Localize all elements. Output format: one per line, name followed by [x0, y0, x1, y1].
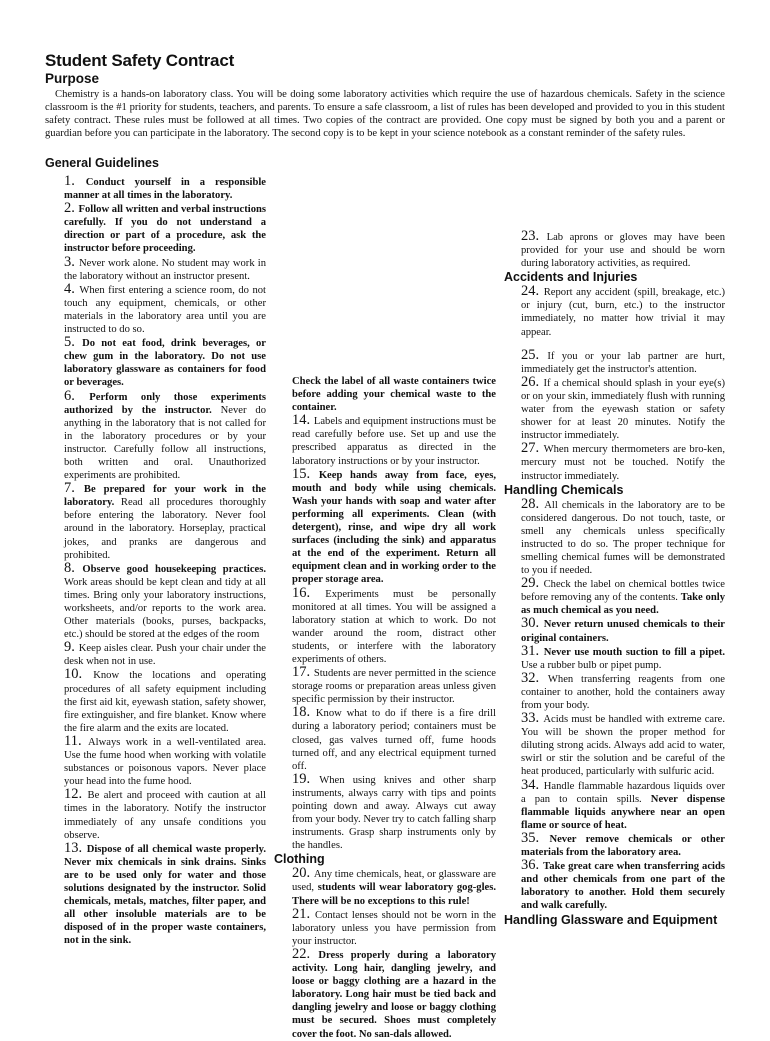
rule-16	[290, 584, 497, 667]
rule-number: 36.	[521, 857, 540, 874]
rule-number: 20.	[292, 865, 311, 882]
rule-bold-text: Dispose of all chemical waste properly. Never mix chemicals in sink drains. Sinks are to be used only for water and those solutions designated by the instructor. Solid chemicals, metals, matches, filter paper, and all other insoluble materials are to be disposed of in the proper waste containers, not in the sink.	[64, 843, 267, 947]
rule-number: 5.	[64, 334, 75, 351]
rule-number: 13.	[64, 839, 83, 856]
rule-text: Students are never permitted in the science storage rooms or preparation areas unless given specific permission by their instructor.	[292, 668, 497, 706]
rule-29	[503, 577, 725, 617]
rule-11	[47, 732, 266, 788]
rule-bold-text: Conduct yourself in a responsible manner at all times in the laboratory.	[64, 177, 266, 202]
rule-text: If you or your lab partner are hurt, immediately get the instructor's attention.	[521, 350, 726, 375]
rule-23	[503, 230, 725, 270]
rule-text: Lab aprons or gloves may have been provided for your use and should be worn during laboratory activities, as required.	[521, 232, 726, 270]
rule-8	[47, 559, 267, 642]
rule-4	[47, 280, 266, 336]
rule-text: Read all procedures thoroughly before entering the laboratory. Never fool around in the laboratory. Horseplay, practical jokes, and pranks are dangerous and prohibited.	[64, 497, 266, 561]
rule-text: Work areas should be kept clean and tidy at all times. Bring only your laboratory instructions, worksheets, and/or reports to the work area. Other materials (books, purses, backpacks, etc.) should be stored at the edges of the room	[64, 576, 266, 641]
rule-text: When mercury thermometers are bro-ken, mercury must not be touched. Notify the instructor immediately.	[521, 444, 725, 482]
rule-5	[47, 336, 266, 389]
column-1	[47, 156, 266, 947]
rule-number: 22.	[292, 945, 311, 962]
rule-number: 21.	[292, 905, 311, 922]
rule-number: 7.	[64, 480, 75, 497]
rule-number: 16.	[292, 584, 311, 601]
rule-34	[503, 776, 725, 832]
rule-text: Labels and equipment instructions must be read carefully before use. Set up and use the prescribed apparatus as directed in the laboratory instructions or by your instructor.	[292, 416, 496, 467]
rule-number: 8.	[64, 559, 75, 576]
section-heading-chemicals: Handling Chemicals	[504, 482, 624, 497]
rule-text: All chemicals in the laboratory are to be considered dangerous. Do not touch, taste, or smell any chemicals unless specifically instructed to do so. The proper technique for smelling chemical fumes will be demonstrated to you if needed.	[521, 499, 725, 577]
rule-number: 31.	[521, 642, 540, 659]
rule-text: If a chemical should splash in your eye(s) or on your skin, immediately flush with running water from the eyewash station or safety shower for at least 20 minutes. Notify the instructor immediately.	[521, 377, 725, 442]
rule-9	[47, 641, 266, 668]
rule-bold-text: Perform only those experiments authorized by the instructor.	[64, 391, 266, 416]
rule-number: 26.	[521, 373, 540, 390]
rule-number: 27.	[521, 440, 540, 457]
rule-text: Never do anything in the laboratory that is not called for in the laboratory procedures or by your instructor. Carefully follow all instructions, both written and oral. Unauthorized experiments are prohibited.	[64, 404, 266, 482]
rule-number: 3.	[64, 253, 75, 270]
rule-24	[503, 285, 725, 338]
section-heading-general: General Guidelines	[45, 156, 159, 170]
rule-22	[290, 945, 497, 1041]
rule-20	[290, 867, 496, 907]
rule-32	[503, 669, 725, 712]
rule-text: Never work alone. No student may work in the laboratory without an instructor present.	[64, 257, 266, 282]
section-heading-clothing: Clothing	[274, 852, 325, 867]
rule-bold-text: Never remove chemicals or other materials from the laboratory area.	[521, 833, 725, 859]
rule-bold-text: students will wear laboratory gog-gles. There will be no exceptions to this rule!	[292, 882, 497, 907]
rule-number: 19.	[292, 770, 311, 787]
rule-number: 35.	[521, 829, 540, 846]
rule-33	[503, 712, 725, 778]
rule-19	[290, 770, 496, 853]
rule-number: 18.	[292, 704, 311, 721]
rule-10	[47, 668, 266, 734]
rule-21	[290, 905, 496, 948]
rule-number: 32.	[521, 669, 540, 686]
rule-text: Experiments must be personally monitored at all times. You will be assigned a laboratory station at which to work. Do not wander around the room, distract other students, or interfere with the laboratory experiments of others.	[292, 588, 497, 665]
rule-text: Always work in a well-ventilated area. Use the fume hood when working with volatile substances or poisonous vapors. Never place your head into the fume hood.	[64, 736, 266, 788]
rule-bold-text: Never use mouth suction to fill a pipet.	[543, 646, 725, 658]
rule-number: 15.	[292, 465, 311, 482]
rule-bold-text: Keep hands away from face, eyes, mouth and body while using chemicals. Wash your hands with soap and water after performing all experiments. Clean (with detergent), rinse, and wipe dry all work surfaces (including the sink) and apparatus at the end of the experiment. Return all equipment clean and in working order to the proper storage area.	[292, 469, 496, 586]
rule-number: 29.	[521, 575, 540, 592]
rule-12	[47, 788, 266, 841]
rule-number: 34.	[521, 776, 540, 793]
purpose-paragraph: Chemistry is a hands-on laboratory class. You will be doing some laboratory activities which require the use of hazardous chemicals. Safety in the science classroom is the #1 priority for students, teachers, and parents. To ensure a safe classroom, a list of rules has been developed and provided to you in this student safety contract. These rules must be followed at all times. Two copies of the contract are provided. One copy must be signed by both you and a parent or guardian before you can participate in the laboratory. The second copy is to be kept in your science notebook as a constant reminder of the safety rules.	[45, 89, 725, 140]
rule-bold-text: Never dispense flammable liquids anywhere near an open flame or source of heat.	[521, 793, 725, 831]
rule-text: Check the label on chemical bottles twice before removing any of the contents.	[521, 579, 726, 604]
rule-bold-text: Be prepared for your work in the laboratory.	[64, 484, 266, 509]
rule-35	[503, 829, 725, 859]
rule-number: 24.	[521, 283, 540, 300]
rule-1	[47, 175, 266, 202]
rule-bold-text: Take only as much chemical as you need.	[521, 592, 725, 617]
column-3	[503, 152, 725, 928]
rule-bold-text: Follow all written and verbal instructions carefully. If you do not understand a direction or part of a procedure, ask the instructor before proceeding.	[64, 204, 267, 255]
section-heading-accidents: Accidents and Injuries	[504, 270, 638, 285]
rule-number: 4.	[64, 280, 75, 297]
rule-bold-text: Dress properly during a laboratory activity. Long hair, dangling jewelry, and loose or baggy clothing are a hazard in the laboratory. Long hair must be tied back and dangling jewelry and loose or baggy clothing must be secured. Shoes must completely cover the foot. No san-dals allowed.	[292, 949, 497, 1040]
rule-14	[290, 414, 496, 467]
rule-number: 1.	[64, 173, 75, 189]
rule-bold-text: Observe good housekeeping practices.	[82, 563, 267, 575]
rule-25	[503, 346, 726, 376]
rule-text: Keep aisles clear. Push your chair under the desk when not in use.	[64, 643, 266, 668]
rule-13-waste-check: Check the label of all waste containers twice before adding your chemical waste to the container.	[292, 376, 496, 414]
rule-number: 6.	[64, 387, 75, 404]
rule-7	[47, 482, 266, 562]
rule-number: 10.	[64, 666, 83, 683]
rule-text: Contact lenses should not be worn in the laboratory unless you have permission from your instructor.	[292, 909, 496, 947]
rule-number: 11.	[64, 732, 82, 749]
rule-31	[503, 642, 725, 672]
rule-26	[503, 373, 725, 442]
rule-36	[503, 859, 725, 912]
rule-bold-text: Do not eat food, drink beverages, or chew gum in the laboratory. Do not use laboratory glassware as containers for food or beverages.	[64, 338, 266, 389]
rule-18	[290, 706, 496, 772]
rule-text: Know the locations and operating procedures of all safety equipment including the first aid kit, eyewash station, safety shower, fire extinguisher, and fire blanket. Know where the fire alarm and the exits are located.	[64, 670, 266, 734]
rule-number: 2.	[64, 200, 75, 217]
section-heading-glassware: Handling Glassware and Equipment	[504, 912, 718, 927]
rule-number: 33.	[521, 710, 540, 727]
rule-2	[47, 202, 266, 255]
page-title: Student Safety Contract	[45, 51, 235, 70]
rule-number: 9.	[64, 639, 75, 656]
rule-text: When transferring reagents from one container to another, hold the containers away from your body.	[521, 673, 725, 711]
rule-text: Report any accident (spill, breakage, etc.) or injury (cut, burn, etc.) to the instructor immediately, no matter how trivial it may appear.	[521, 287, 726, 338]
rule-3	[47, 253, 266, 283]
rule-text: Any time chemicals, heat, or glassware are used,	[292, 869, 497, 894]
rule-number: 30.	[521, 615, 540, 632]
rule-bold-text: Never return unused chemicals to their original containers.	[521, 619, 725, 644]
rule-text: When first entering a science room, do not touch any equipment, chemicals, or other materials in the laboratory area until you are instructed to do so.	[64, 284, 266, 336]
purpose-heading: Purpose	[45, 71, 100, 86]
rule-text: Use a rubber bulb or pipet pump.	[521, 659, 662, 671]
rule-number: 23.	[521, 228, 540, 244]
rule-15	[290, 465, 496, 587]
rule-number: 28.	[521, 495, 540, 512]
rule-13	[47, 839, 267, 948]
rule-text: Be alert and proceed with caution at all times in the laboratory. Notify the instructor immediately of any unsafe conditions you observe.	[64, 790, 267, 841]
rule-text: Acids must be handled with extreme care. You will be shown the proper method for diluting strong acids. Always add acid to water, swirl or stir the solution and be careful of the heat produced, particularly with sulfuric acid.	[521, 714, 725, 778]
rule-text: When using knives and other sharp instruments, always carry with tips and points pointing down and away. Always cut away from your body. Never try to catch falling sharp instruments. Grasp sharp instruments only by the handles.	[292, 774, 496, 852]
rule-27	[503, 442, 725, 482]
rule-number: 12.	[64, 786, 83, 803]
rule-6	[47, 387, 266, 483]
rule-bold-text: Take great care when transferring acids and other chemicals from one part of the laboratory to another. Hold them securely and walk carefully.	[521, 861, 726, 912]
rule-number: 14.	[292, 412, 311, 429]
rule-17	[290, 666, 496, 706]
rule-number: 25.	[521, 346, 540, 363]
rule-number: 17.	[292, 664, 311, 681]
rule-30	[503, 617, 725, 644]
rule-28	[503, 495, 725, 578]
column-2	[274, 152, 497, 1041]
rule-text: Handle flammable hazardous liquids over a pan to contain spills.	[521, 780, 725, 805]
rule-text: Know what to do if there is a fire drill during a laboratory period; containers must be closed, gas valves turned off, fume hoods turned off, and any electrical equipment turned off.	[292, 708, 496, 772]
